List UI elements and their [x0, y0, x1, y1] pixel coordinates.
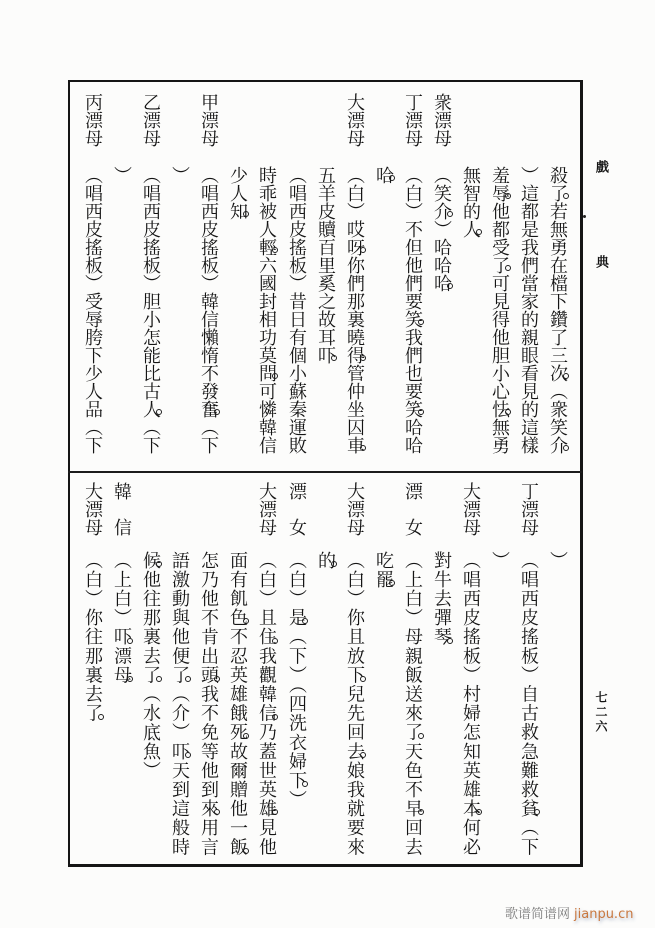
dialogue-text: 哈: [373, 166, 394, 184]
dialogue-text: ）這都是我們當家的親眼看見的這樣: [518, 166, 539, 454]
script-column: [199, 0, 217, 928]
dialogue-text: 候他往那裏去了（水底魚）: [140, 551, 161, 781]
speaker-label: 乙漂母: [140, 93, 161, 147]
dialogue-text: （白）且住我觀韓信乃蓋世英雄見他: [256, 551, 277, 857]
dialogue-text: 羞辱他都受了可見得他胆小心怯無勇: [489, 166, 510, 454]
speaker-label: 大漂母: [256, 482, 277, 536]
script-column: [345, 0, 363, 928]
dialogue-text: 殺了若無勇在檔下鑽了三次（衆笑介: [547, 166, 568, 454]
dialogue-text: 面有飢色不忍英雄餓死故爾贈他一飯: [227, 551, 248, 857]
dialogue-text: ）: [489, 551, 510, 571]
dialogue-text: ）: [169, 166, 190, 184]
dialogue-text: （唱西皮搖板）受辱胯下少人品（下: [82, 166, 103, 454]
script-column: [374, 0, 392, 928]
dialogue-text: 語激動與他便了（介）吓天到這般時: [169, 551, 190, 857]
speaker-label: 大漂母: [344, 482, 365, 536]
dialogue-text: 對牛去彈琴: [431, 551, 452, 647]
speaker-label: 衆漂母: [431, 93, 452, 147]
dialogue-text: （唱西皮搖板）昔日有個小蘇秦運敗: [286, 166, 307, 454]
speaker-label: 漂 女: [286, 482, 307, 536]
dialogue-text: 怎乃他不肯出頭我不免等他到來用言: [198, 551, 219, 857]
dialogue-text: （白）是（下）（四洗衣婦下）: [286, 551, 307, 810]
script-column: [432, 0, 450, 928]
script-column: [287, 0, 305, 928]
dialogue-text: 時乖被人輕六國封相功莫問可憐韓信: [256, 166, 277, 454]
dialogue-text: （白）不但他們要笑我們也要笑哈哈: [402, 166, 423, 454]
script-column: [461, 0, 479, 928]
script-column: [490, 0, 508, 928]
script-column: [170, 0, 188, 928]
script-column: [316, 0, 334, 928]
dialogue-text: （唱西皮搖板）胆小怎能比古人（下: [140, 166, 161, 454]
running-header-title: 戲典: [593, 160, 608, 350]
dialogue-text: （笑介）哈哈哈: [431, 166, 452, 292]
dialogue-text: ）: [111, 166, 132, 184]
dialogue-text: （唱西皮搖板）自古救急難救貧（下: [518, 551, 539, 857]
script-column: [228, 0, 246, 928]
dialogue-text: （唱西皮搖板）村婦怎知英雄本何必: [460, 551, 481, 857]
script-column: [548, 0, 566, 928]
dialogue-text: ）: [547, 551, 568, 571]
dialogue-text: （上白）吓漂母: [111, 551, 132, 685]
script-column: [112, 0, 130, 928]
watermark-site-name: 歌谱简谱网: [505, 907, 571, 922]
dialogue-text: （唱西皮搖板）韓信懶惰不發奮（下: [198, 166, 219, 454]
dialogue-text: 五羊皮贖百里奚之故耳吓: [315, 166, 336, 364]
speaker-label: 漂 女: [402, 482, 423, 536]
dialogue-text: 無智的人: [460, 166, 481, 238]
script-column: [519, 0, 537, 928]
script-column: [83, 0, 101, 928]
dialogue-text: 吃罷: [373, 551, 394, 590]
watermark: [505, 903, 633, 922]
dialogue-text: 少人知: [227, 166, 248, 220]
script-column: [403, 0, 421, 928]
speaker-label: 丙漂母: [82, 93, 103, 147]
dialogue-text: （白）你且放下兒先回去娘我就要來: [344, 551, 365, 857]
script-column: [257, 0, 275, 928]
speaker-label: 大漂母: [82, 482, 103, 536]
speaker-label: 大漂母: [344, 93, 365, 147]
script-column: [141, 0, 159, 928]
page-number: 七二六: [594, 691, 608, 735]
speaker-label: 丁漂母: [518, 482, 539, 536]
speaker-label: 韓 信: [111, 482, 132, 536]
speaker-label: 丁漂母: [402, 93, 423, 147]
speaker-label: 甲漂母: [198, 93, 219, 147]
dialogue-text: （白）你往那裏去了: [82, 551, 103, 723]
dialogue-text: （白）哎呀你們那裏曉得管仲坐囚車: [344, 166, 365, 454]
watermark-domain: jianpu.cn: [574, 907, 634, 922]
dialogue-text: （上白）母親飯送來了天色不早回去: [402, 551, 423, 857]
dialogue-text: 的: [315, 551, 336, 571]
speaker-label: 大漂母: [460, 482, 481, 536]
